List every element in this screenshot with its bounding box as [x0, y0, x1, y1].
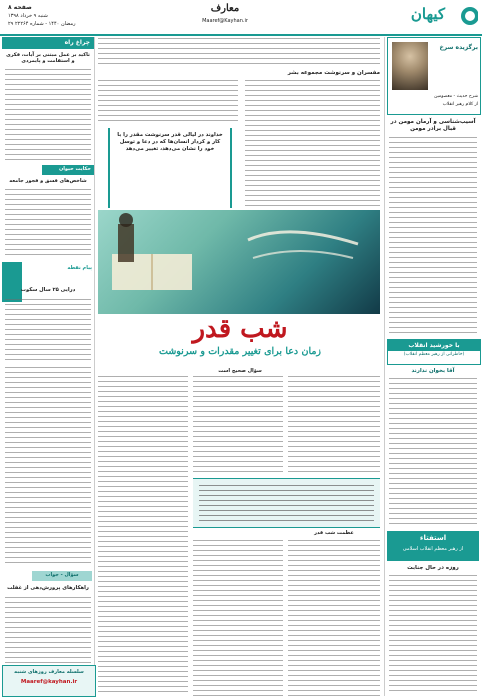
feature-subtitle: زمان دعا برای تغییر مقدرات و سرنوشت — [158, 346, 322, 357]
left-box1-tab — [2, 37, 94, 49]
center-col-3b — [288, 540, 380, 696]
left-box4-title: راهکارهای پرورش‌دهی از غفلت — [7, 585, 89, 591]
intro-heading: مفسران و سرنوشت مجموعه بشر — [287, 70, 380, 76]
left-box1-title: تاکید بر عمل مبتنی بر آیات، فکری و استقامت و پایمردی — [6, 52, 90, 64]
page-number: صفحه ۸ — [8, 4, 32, 11]
left-box2-body — [5, 189, 91, 259]
section-title: معارف — [210, 3, 240, 14]
intro-col-left — [98, 80, 238, 124]
right-box-sub: شرح حدیث - معصومین — [434, 94, 478, 99]
right-text-1 — [389, 137, 477, 335]
left-box3-title: درایی ۲۵ سال سکوت — [20, 287, 76, 293]
left-box4-label: سؤال - جواب — [45, 572, 79, 578]
center-highlight-text — [199, 485, 374, 521]
left-long-text — [5, 367, 91, 567]
date-line: شنبه ۹ خرداد ۱۳۹۸ — [8, 13, 48, 19]
banner1-sub: (خاطراتی از رهبر معظم انقلاب) — [403, 352, 465, 357]
banner2-line: روزه در حال جنابت — [407, 565, 459, 571]
left-box2-tab — [42, 165, 94, 175]
banner2-box — [387, 531, 479, 561]
feature-quote: خداوند در لیالی قدر سرنوشت مقدر را با کار و کردار انسان‌ها که در دعا و توسل خود را نشان می‌دهد، تغییر می‌دهد — [117, 132, 223, 152]
portrait-box — [387, 37, 481, 115]
center-col-2b — [193, 540, 283, 696]
left-box2-label: حکایت حیوان — [58, 166, 91, 172]
left-box1-body — [5, 69, 91, 164]
banner1-title: با خورشید انقلاب — [388, 340, 480, 351]
right-text-2 — [389, 378, 477, 528]
newspaper-logo — [400, 2, 478, 30]
feature-image — [98, 210, 380, 314]
feature-quote-box — [108, 128, 232, 208]
left-footer-line1: سلسله معارف روزهای شنبه — [14, 669, 84, 675]
left-footer — [2, 665, 96, 697]
center-highlight-box — [193, 478, 380, 528]
right-box-author: از کلام رهبر انقلاب — [442, 102, 478, 107]
banner1-box — [387, 339, 481, 365]
quran-illustration-icon — [98, 210, 380, 314]
leader-portrait — [392, 42, 428, 90]
sub-heading: عظمت شب قدر — [314, 530, 354, 536]
intro-col-right — [245, 80, 380, 208]
header-bar — [0, 0, 482, 36]
mid-heading: سؤال صحیح است — [218, 368, 262, 374]
right-box-label: برگزیده سرخ — [439, 44, 478, 51]
feature-title: شب قدر — [192, 314, 288, 344]
intro-top-text — [98, 38, 380, 68]
banner1-line: آقا بخوان ندارند — [411, 368, 455, 374]
logo-text: کیهان — [410, 5, 446, 23]
left-footer-line2: Maaref@kayhan.ir — [20, 679, 78, 685]
right-text-3 — [389, 575, 477, 693]
left-box3-label: پیام نقطه — [67, 265, 92, 271]
banner2-sub: از رهبر معظم انقلاب اسلامی — [402, 546, 464, 552]
left-box3-tab — [2, 262, 22, 302]
center-col-3 — [288, 376, 380, 476]
right-box-caption: آسیب‌شناسی و آرمان مومن در قبال برادر مومن — [390, 119, 476, 132]
left-box1-label: چراغ راه — [64, 39, 90, 46]
center-col-1 — [98, 376, 188, 696]
left-box4-body — [5, 597, 91, 663]
banner2-title: استفتاء — [419, 534, 447, 542]
left-box3-body — [5, 299, 91, 361]
right-column — [384, 37, 481, 696]
issue-line: ۲۹ رمضان ۱۴۴۰ - شماره ۲۲۲۶۴ — [8, 21, 76, 27]
section-email: Maaref@Kayhan.ir — [202, 18, 248, 24]
center-col-2 — [193, 376, 283, 476]
left-column — [2, 37, 95, 696]
left-box2-title: شاخص‌های فسق و فجور جامعه — [9, 178, 87, 184]
